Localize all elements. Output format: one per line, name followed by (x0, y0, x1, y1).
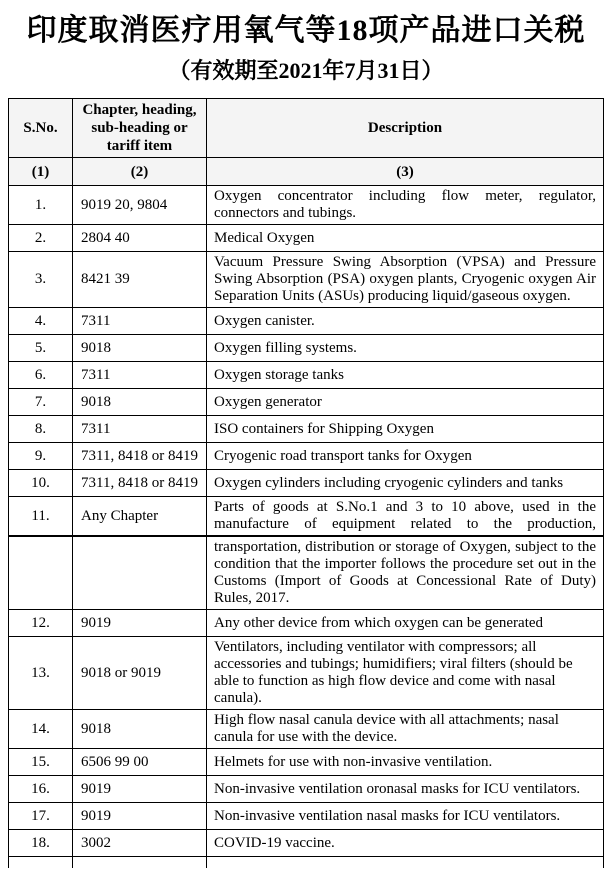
sno-cell: 1. (9, 186, 73, 225)
chapter-cell: 7311, 8418 or 8419 (73, 470, 207, 497)
table-row (9, 710, 604, 749)
column-index-1: (1) (9, 158, 73, 186)
description-cell: Cryogenic road transport tanks for Oxygen (207, 443, 604, 470)
table-row (9, 749, 604, 776)
chapter-cell: 2804 40 (73, 225, 207, 252)
description-cell: Oxygen concentrator including flow meter, regulator, connectors and tubings. (207, 186, 604, 225)
sno-cell: 11. (9, 497, 73, 537)
chapter-cell: 7311 (73, 416, 207, 443)
sno-cell: 16. (9, 776, 73, 803)
table-row (9, 803, 604, 830)
chapter-cell: 9018 (73, 710, 207, 749)
sno-cell: 7. (9, 389, 73, 416)
description-cell: Medical Oxygen (207, 225, 604, 252)
description-cell: Any other device from which oxygen can be generated (207, 610, 604, 637)
sno-cell: 8. (9, 416, 73, 443)
sno-cell: 5. (9, 335, 73, 362)
table-row (9, 610, 604, 637)
chapter-cell (73, 536, 207, 610)
column-index-3: (3) (207, 158, 604, 186)
description-cell: Non-invasive ventilation nasal masks for ICU ventilators. (207, 803, 604, 830)
sno-cell (9, 857, 73, 868)
description-cell: Oxygen canister. (207, 308, 604, 335)
table-row-continuation (9, 536, 604, 610)
sno-cell: 6. (9, 362, 73, 389)
page-subtitle: （有效期至2021年7月31日） (168, 58, 444, 83)
chapter-cell: 7311, 8418 or 8419 (73, 443, 207, 470)
table-row (9, 497, 604, 537)
column-index-2: (2) (73, 158, 207, 186)
table-row (9, 308, 604, 335)
chapter-cell: 9019 (73, 776, 207, 803)
table-row (9, 830, 604, 857)
sno-cell (9, 536, 73, 610)
description-cell: Parts of goods at S.No.1 and 3 to 10 above, used in the manufacture of equipment related to the production, (207, 497, 604, 537)
sno-cell: 3. (9, 252, 73, 308)
description-cell (207, 857, 604, 868)
sno-cell: 17. (9, 803, 73, 830)
table-row (9, 335, 604, 362)
description-cell: transportation, distribution or storage of Oxygen, subject to the condition that the importer follows the procedure set out in the Customs (Import of Goods at Concessional Rate of Duty) Rules, 2017. (207, 536, 604, 610)
chapter-cell (73, 857, 207, 868)
table-row-partial-cutoff (9, 857, 604, 868)
sno-cell: 2. (9, 225, 73, 252)
description-cell: Oxygen cylinders including cryogenic cylinders and tanks (207, 470, 604, 497)
table-row (9, 362, 604, 389)
table-column-index-row (9, 158, 604, 186)
description-cell: Helmets for use with non-invasive ventilation. (207, 749, 604, 776)
sno-cell: 12. (9, 610, 73, 637)
description-cell: COVID-19 vaccine. (207, 830, 604, 857)
description-cell: ISO containers for Shipping Oxygen (207, 416, 604, 443)
table-header-row (9, 99, 604, 158)
description-cell: Non-invasive ventilation oronasal masks for ICU ventilators. (207, 776, 604, 803)
description-cell: Oxygen storage tanks (207, 362, 604, 389)
table-row (9, 186, 604, 225)
description-cell: Oxygen generator (207, 389, 604, 416)
sno-cell: 10. (9, 470, 73, 497)
column-header-chapter: Chapter, heading, sub-heading or tariff item (73, 99, 207, 158)
chapter-cell: 9019 20, 9804 (73, 186, 207, 225)
table-row (9, 470, 604, 497)
chapter-cell: 9018 (73, 335, 207, 362)
column-header-description: Description (207, 99, 604, 158)
description-cell: Oxygen filling systems. (207, 335, 604, 362)
tariff-table (8, 98, 604, 868)
chapter-cell: 9018 or 9019 (73, 637, 207, 710)
description-cell: High flow nasal canula device with all attachments; nasal canula for use with the device. (207, 710, 604, 749)
page-title: 印度取消医疗用氧气等18项产品进口关税 (26, 14, 586, 47)
column-header-sno: S.No. (9, 99, 73, 158)
sno-cell: 14. (9, 710, 73, 749)
table-row (9, 416, 604, 443)
chapter-cell: 7311 (73, 362, 207, 389)
chapter-cell: Any Chapter (73, 497, 207, 537)
chapter-cell: 9019 (73, 610, 207, 637)
chapter-cell: 9018 (73, 389, 207, 416)
chapter-cell: 3002 (73, 830, 207, 857)
sno-cell: 13. (9, 637, 73, 710)
table-row (9, 389, 604, 416)
chapter-cell: 6506 99 00 (73, 749, 207, 776)
sno-cell: 9. (9, 443, 73, 470)
table-row (9, 225, 604, 252)
sno-cell: 15. (9, 749, 73, 776)
sno-cell: 18. (9, 830, 73, 857)
sno-cell: 4. (9, 308, 73, 335)
table-row (9, 637, 604, 710)
table-row (9, 776, 604, 803)
table-row (9, 252, 604, 308)
description-cell: Vacuum Pressure Swing Absorption (VPSA) and Pressure Swing Absorption (PSA) oxygen plants, Cryogenic oxygen Air Separation Units (ASUs) producing liquid/gaseous oxygen. (207, 252, 604, 308)
description-cell: Ventilators, including ventilator with compressors; all accessories and tubings; humidifiers; viral filters (should be able to function as high flow device and come with nasal canula). (207, 637, 604, 710)
table-row (9, 443, 604, 470)
chapter-cell: 8421 39 (73, 252, 207, 308)
chapter-cell: 9019 (73, 803, 207, 830)
chapter-cell: 7311 (73, 308, 207, 335)
